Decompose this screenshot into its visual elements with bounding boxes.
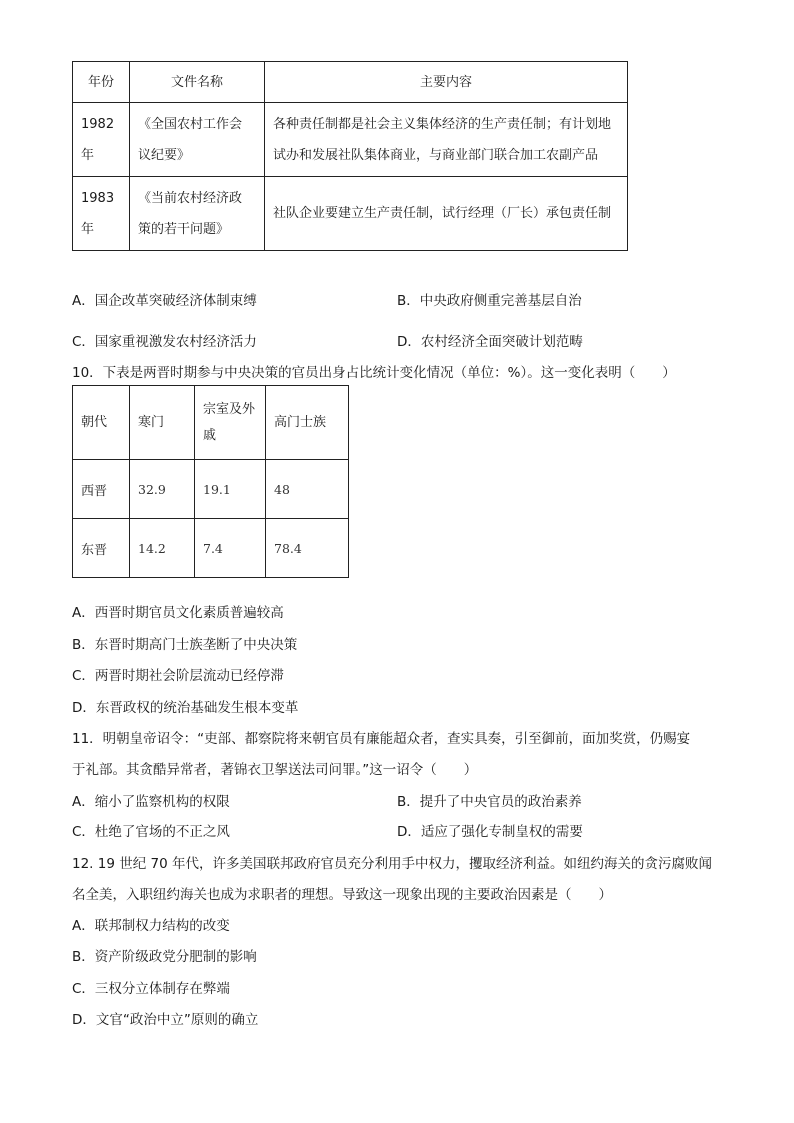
header-line: 戚 — [203, 427, 217, 443]
cell-year — [73, 103, 130, 177]
q11-option-c[interactable]: C．杜绝了官场的不正之风 — [72, 824, 230, 840]
header-gentry: 高门士族 — [266, 386, 349, 460]
officials-origin-table — [72, 385, 349, 578]
cell-year-line: 1983 — [81, 190, 115, 206]
q11-stem-line: 于礼部。其贪酷异常者，著锦衣卫挐送法司问罪。”这一诏令（ ） — [72, 762, 478, 778]
q9-option-d[interactable]: D．农村经济全面突破计划范畴 — [397, 334, 583, 350]
cell-main-content — [265, 103, 628, 177]
cell-royal-relatives: 7.4 — [195, 519, 266, 578]
cell-name-line: 议纪要》 — [138, 147, 191, 163]
q9-option-a[interactable]: A．国企改革突破经济体制束缚 — [72, 293, 257, 309]
cell-dynasty: 东晋 — [73, 519, 130, 578]
table-header-row — [73, 62, 628, 103]
cell-royal-relatives: 19.1 — [195, 460, 266, 519]
table-header-row — [73, 386, 349, 460]
q12-stem-line: 名全美，入职纽约海关也成为求职者的理想。导致这一现象出现的主要政治因素是（ ） — [72, 887, 612, 903]
header-royal-relatives — [195, 386, 266, 460]
cell-content-line: 试办和发展社队集体商业，与商业部门联合加工农副产品 — [273, 147, 599, 163]
cell-content-line: 社队企业要建立生产责任制，试行经理（厂长）承包责任制 — [273, 206, 612, 221]
cell-name-line: 《全国农村工作会 — [138, 116, 243, 132]
cell-commoner: 14.2 — [130, 519, 195, 578]
q11-option-a[interactable]: A．缩小了监察机构的权限 — [72, 794, 230, 810]
cell-dynasty: 西晋 — [73, 460, 130, 519]
cell-content-line: 各种责任制都是社会主义集体经济的生产责任制；有计划地 — [273, 116, 612, 132]
cell-document-name — [130, 103, 265, 177]
cell-name-line: 策的若干问题》 — [138, 221, 230, 237]
cell-year — [73, 177, 130, 251]
q10-stem: 10．下表是两晋时期参与中央决策的官员出身占比统计变化情况（单位：%）。这一变化表明（ ） — [72, 365, 676, 381]
q10-option-c[interactable]: C．两晋时期社会阶层流动已经停滞 — [72, 668, 284, 684]
table-row — [73, 460, 349, 519]
q11-option-b[interactable]: B．提升了中央官员的政治素养 — [397, 794, 582, 810]
cell-year-line: 1982 — [81, 116, 115, 132]
cell-gentry: 48 — [266, 460, 349, 519]
q9-option-c[interactable]: C．国家重视激发农村经济活力 — [72, 334, 257, 350]
header-year: 年份 — [73, 62, 130, 103]
cell-document-name — [130, 177, 265, 251]
q10-option-b[interactable]: B．东晋时期高门士族垄断了中央决策 — [72, 637, 298, 653]
table-row — [73, 177, 628, 251]
header-main-content: 主要内容 — [265, 62, 628, 103]
q11-option-d[interactable]: D．适应了强化专制皇权的需要 — [397, 824, 583, 840]
cell-commoner: 32.9 — [130, 460, 195, 519]
header-line: 宗室及外 — [203, 401, 256, 417]
header-document-name: 文件名称 — [130, 62, 265, 103]
cell-gentry: 78.4 — [266, 519, 349, 578]
cell-main-content — [265, 177, 628, 251]
q10-option-d[interactable]: D．东晋政权的统治基础发生根本变革 — [72, 700, 299, 716]
q9-option-b[interactable]: B．中央政府侧重完善基层自治 — [397, 293, 582, 309]
q11-stem-line: 11．明朝皇帝诏令：“吏部、都察院将来朝官员有廉能超众者，查实具奏，引至御前，面加奖赏，仍赐宴 — [72, 731, 691, 747]
cell-year-line: 年 — [81, 221, 95, 237]
q12-option-c[interactable]: C．三权分立体制存在弊端 — [72, 981, 230, 997]
q12-option-a[interactable]: A．联邦制权力结构的改变 — [72, 918, 230, 934]
q12-option-b[interactable]: B．资产阶级政党分肥制的影响 — [72, 949, 257, 965]
q12-option-d[interactable]: D．文官“政治中立”原则的确立 — [72, 1012, 259, 1028]
q10-option-a[interactable]: A．西晋时期官员文化素质普遍较高 — [72, 605, 284, 621]
cell-year-line: 年 — [81, 147, 95, 163]
q12-stem-line: 12. 19 世纪 70 年代，许多美国联邦政府官员充分利用手中权力，攫取经济利益。如纽约海关的贪污腐败闻 — [72, 856, 712, 872]
table-row — [73, 519, 349, 578]
cell-name-line: 《当前农村经济政 — [138, 190, 243, 206]
policy-table — [72, 61, 628, 251]
header-commoner: 寒门 — [130, 386, 195, 460]
table-row — [73, 103, 628, 177]
header-dynasty: 朝代 — [73, 386, 130, 460]
